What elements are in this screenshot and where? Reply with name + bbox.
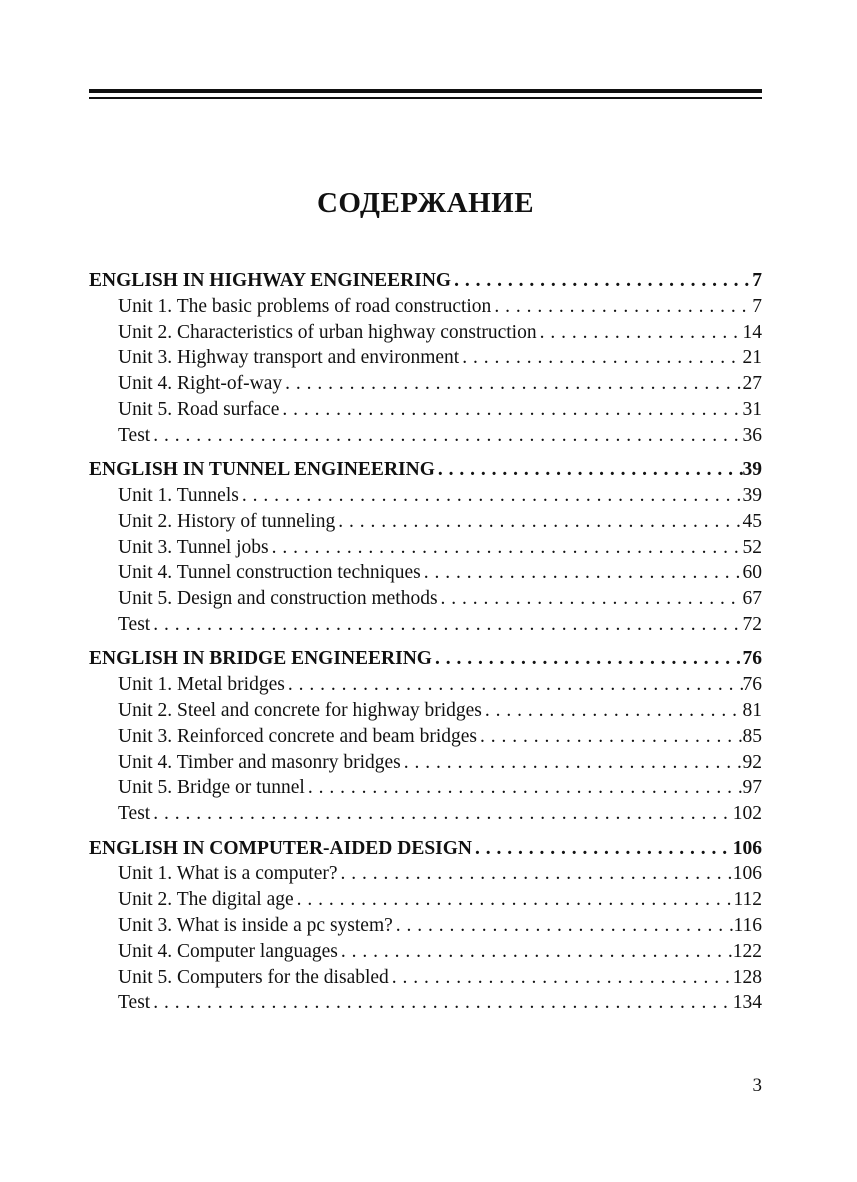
toc-heading-page: 39 [742, 459, 762, 481]
toc-entry[interactable] [89, 560, 762, 586]
dot-leader [432, 646, 743, 672]
toc-entry-page: 36 [742, 424, 762, 446]
toc-section-bridge [89, 646, 762, 827]
dot-leader [335, 509, 742, 535]
toc-entry-page: 85 [742, 725, 762, 747]
dot-leader [305, 775, 743, 801]
dot-leader [150, 801, 733, 827]
toc-entry-page: 128 [732, 966, 762, 988]
toc-entry[interactable] [89, 913, 762, 939]
header-rule-thick [89, 89, 762, 93]
toc-entry[interactable] [89, 801, 762, 827]
toc-entry[interactable] [89, 965, 762, 991]
toc-heading-label: ENGLISH IN TUNNEL ENGINEERING [89, 459, 435, 481]
toc-entry-label: Unit 1. The basic problems of road construction [118, 295, 492, 317]
toc-entry-label: Test [118, 803, 151, 825]
toc-entry[interactable] [89, 423, 762, 449]
page-title: СОДЕРЖАНИЕ [316, 187, 535, 219]
toc-entry-page: 31 [742, 398, 762, 420]
toc-entry-label: Unit 3. What is inside a pc system? [118, 914, 393, 936]
dot-leader [435, 457, 743, 483]
toc-entry-page: 39 [742, 484, 762, 506]
toc-entry-page: 81 [742, 699, 762, 721]
dot-leader [294, 887, 734, 913]
table-of-contents [89, 268, 762, 1025]
toc-entry[interactable] [89, 345, 762, 371]
toc-entry-page: 72 [742, 613, 762, 635]
toc-entry-label: Unit 4. Right-of-way [118, 373, 283, 395]
toc-entry[interactable] [89, 672, 762, 698]
toc-section-heading[interactable] [89, 268, 762, 294]
toc-entry-page: 21 [742, 347, 762, 369]
toc-entry-page: 27 [742, 373, 762, 395]
toc-entry[interactable] [89, 775, 762, 801]
toc-entry-page: 92 [742, 751, 762, 773]
dot-leader [338, 939, 733, 965]
toc-entry-page: 102 [732, 803, 762, 825]
dot-leader [269, 535, 743, 561]
toc-entry[interactable] [89, 724, 762, 750]
toc-section-heading[interactable] [89, 646, 762, 672]
dot-leader [451, 268, 752, 294]
toc-entry-page: 112 [733, 889, 762, 911]
toc-entry-label: Unit 4. Timber and masonry bridges [118, 751, 401, 773]
dot-leader [150, 423, 742, 449]
dot-leader [338, 861, 733, 887]
toc-entry-page: 45 [742, 510, 762, 532]
toc-entry[interactable] [89, 320, 762, 346]
dot-leader [421, 560, 743, 586]
dot-leader [279, 397, 742, 423]
toc-entry[interactable] [89, 887, 762, 913]
dot-leader [285, 672, 743, 698]
toc-section-heading[interactable] [89, 836, 762, 862]
toc-entry-label: Unit 2. Characteristics of urban highway construction [118, 321, 537, 343]
dot-leader [150, 990, 733, 1016]
toc-entry[interactable] [89, 750, 762, 776]
toc-entry-label: Unit 3. Tunnel jobs [118, 536, 269, 558]
toc-entry[interactable] [89, 509, 762, 535]
toc-entry[interactable] [89, 586, 762, 612]
toc-entry-label: Unit 5. Bridge or tunnel [118, 777, 305, 799]
toc-entry-label: Unit 5. Road surface [118, 398, 280, 420]
dot-leader [482, 698, 743, 724]
toc-entry-page: 67 [742, 588, 762, 610]
toc-section-heading[interactable] [89, 457, 762, 483]
toc-entry[interactable] [89, 371, 762, 397]
toc-entry-label: Unit 5. Computers for the disabled [118, 966, 389, 988]
toc-entry[interactable] [89, 612, 762, 638]
toc-entry-label: Unit 3. Reinforced concrete and beam bridges [118, 725, 477, 747]
toc-entry[interactable] [89, 861, 762, 887]
toc-entry-label: Test [118, 613, 151, 635]
page-number: 3 [752, 1075, 762, 1096]
toc-entry-page: 60 [742, 562, 762, 584]
toc-entry-label: Unit 3. Highway transport and environment [118, 347, 460, 369]
toc-entry-label: Unit 1. Metal bridges [118, 674, 285, 696]
toc-entry-page: 134 [732, 992, 762, 1014]
toc-section-highway [89, 268, 762, 449]
dot-leader [537, 320, 743, 346]
toc-entry[interactable] [89, 990, 762, 1016]
toc-entry-label: Unit 5. Design and construction methods [118, 588, 438, 610]
dot-leader [239, 483, 743, 509]
dot-leader [401, 750, 743, 776]
toc-entry-label: Unit 1. Tunnels [118, 484, 239, 506]
dot-leader [393, 913, 734, 939]
toc-entry[interactable] [89, 698, 762, 724]
toc-heading-page: 76 [742, 648, 762, 670]
toc-entry[interactable] [89, 294, 762, 320]
toc-entry-label: Unit 1. What is a computer? [118, 863, 338, 885]
toc-heading-label: ENGLISH IN COMPUTER-AIDED DESIGN [89, 837, 473, 859]
toc-entry-page: 14 [742, 321, 762, 343]
toc-entry-page: 106 [732, 863, 762, 885]
dot-leader [477, 724, 743, 750]
toc-entry-label: Unit 4. Tunnel construction techniques [118, 562, 421, 584]
toc-section-tunnel [89, 457, 762, 638]
dot-leader [491, 294, 752, 320]
toc-entry-page: 97 [742, 777, 762, 799]
dot-leader [459, 345, 742, 371]
toc-entry[interactable] [89, 535, 762, 561]
toc-entry-label: Unit 2. Steel and concrete for highway bridges [118, 699, 482, 721]
toc-entry[interactable] [89, 483, 762, 509]
toc-heading-label: ENGLISH IN HIGHWAY ENGINEERING [89, 270, 452, 291]
toc-entry[interactable] [89, 939, 762, 965]
toc-entry-label: Unit 4. Computer languages [118, 940, 338, 962]
dot-leader [389, 965, 733, 991]
toc-entry[interactable] [89, 397, 762, 423]
toc-entry-page: 7 [752, 295, 762, 317]
toc-entry-label: Unit 2. The digital age [118, 889, 294, 911]
toc-entry-label: Test [118, 992, 151, 1014]
dot-leader [150, 612, 742, 638]
header-rule-thin [89, 97, 762, 99]
toc-entry-page: 52 [742, 536, 762, 558]
toc-section-cad [89, 836, 762, 1017]
dot-leader [438, 586, 743, 612]
toc-heading-label: ENGLISH IN BRIDGE ENGINEERING [89, 648, 432, 670]
toc-heading-page: 7 [752, 270, 762, 291]
dot-leader [472, 836, 733, 862]
toc-entry-label: Test [118, 424, 151, 446]
toc-entry-page: 122 [732, 940, 762, 962]
toc-entry-label: Unit 2. History of tunneling [118, 510, 336, 532]
toc-heading-page: 106 [732, 837, 762, 859]
toc-entry-page: 76 [742, 674, 762, 696]
dot-leader [282, 371, 742, 397]
toc-entry-page: 116 [733, 914, 762, 936]
